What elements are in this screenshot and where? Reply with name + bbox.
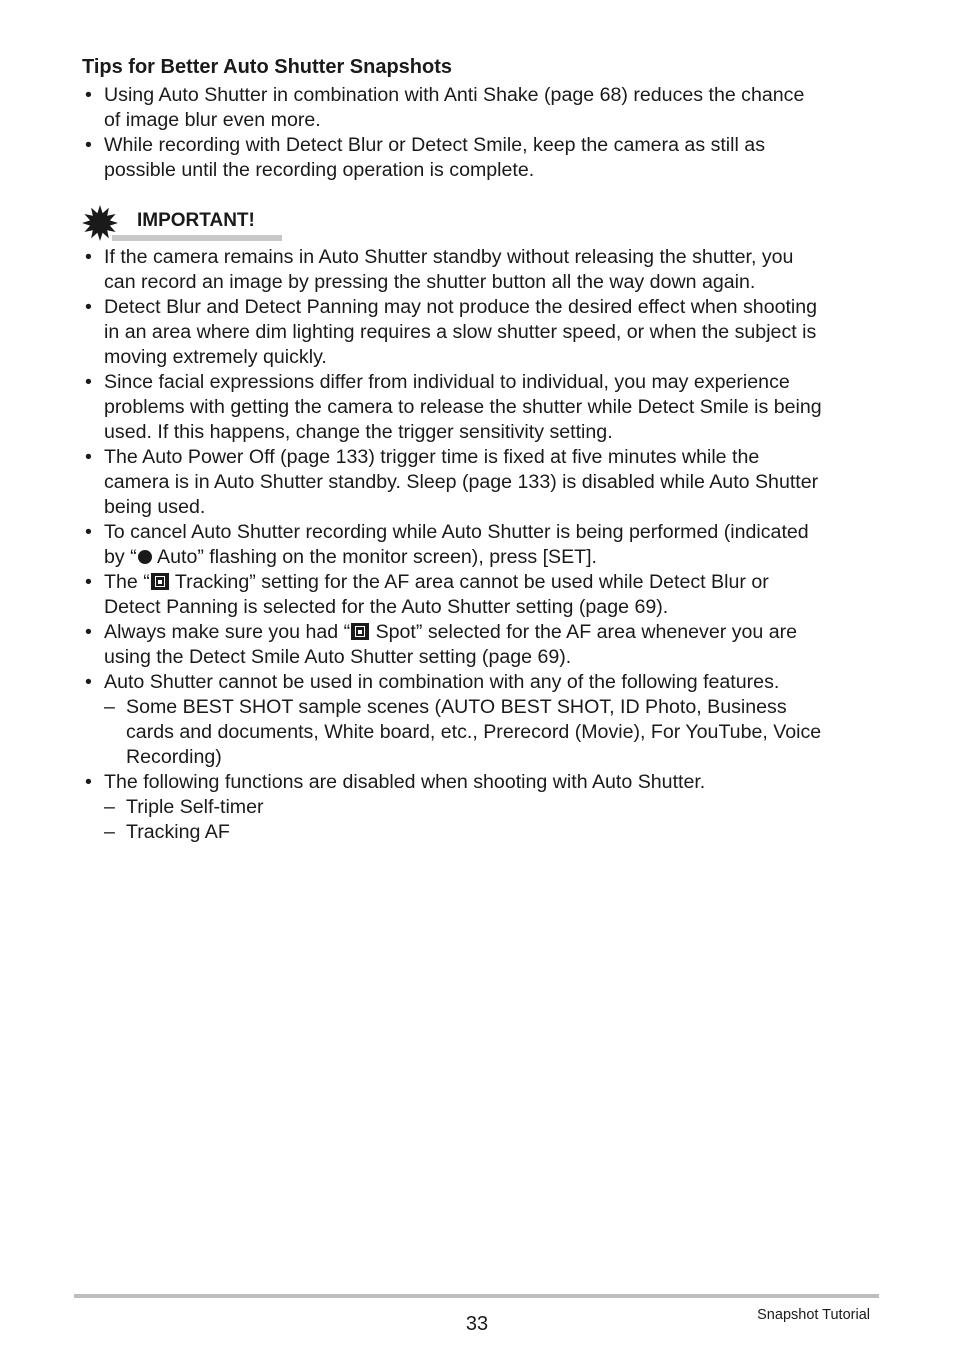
dash: – [104, 696, 115, 718]
important-item: • Auto Shutter cannot be used in combination with any of the following features. [85, 671, 780, 693]
important-list [82, 245, 882, 845]
bullet: • [85, 521, 92, 543]
important-label: IMPORTANT! [137, 210, 255, 231]
important-underline [112, 235, 282, 241]
bullet: • [85, 246, 92, 268]
tips-list [82, 83, 882, 183]
bullet: • [85, 446, 92, 468]
section-heading: Tips for Better Auto Shutter Snapshots [82, 56, 453, 78]
important-item: • The following functions are disabled when shooting with Auto Shutter. [85, 771, 706, 793]
record-dot-icon [138, 550, 152, 564]
spot-af-icon [351, 623, 369, 640]
important-item: • To cancel Auto Shutter recording while Auto Shutter is being performed (indicated by “ Auto” flashing on the monitor screen), press [SET]. [85, 521, 809, 568]
tip-item: • While recording with Detect Blur or Detect Smile, keep the camera as still as possible until the recording operation is complete. [85, 134, 766, 181]
sub-item: – Some BEST SHOT sample scenes (AUTO BEST SHOT, ID Photo, Business cards and documents, White board, etc., Prerecord (Movie), For YouTube, Voice Recording) [104, 696, 822, 768]
bullet: • [85, 621, 92, 643]
bullet: • [85, 134, 92, 156]
important-item: • The “ Tracking” setting for the AF area cannot be used while Detect Blur or Detect Panning is selected for the Auto Shutter setting (page 69). [85, 571, 769, 618]
important-item: • If the camera remains in Auto Shutter standby without releasing the shutter, you can record an image by pressing the shutter button all the way down again. [85, 246, 794, 293]
sub-item: – Triple Self-timer [104, 796, 264, 818]
page-number: 33 [465, 1313, 489, 1335]
important-item: • Detect Blur and Detect Panning may not produce the desired effect when shooting in an area where dim lighting requires a slow shutter speed, or when the subject is moving extremely quickly. [85, 296, 818, 368]
footer-rule [74, 1294, 879, 1298]
bullet: • [85, 771, 92, 793]
bullet: • [85, 84, 92, 106]
important-item: • Since facial expressions differ from individual to individual, you may experience problems with getting the camera to release the shutter while Detect Smile is being used. If this happens, change the trigger sensitivity setting. [85, 371, 822, 443]
tip-item: • Using Auto Shutter in combination with Anti Shake (page 68) reduces the chance of image blur even more. [85, 84, 805, 131]
important-item: • The Auto Power Off (page 133) trigger time is fixed at five minutes while the camera is in Auto Shutter standby. Sleep (page 133) is disabled while Auto Shutter being used. [85, 446, 819, 518]
bullet: • [85, 371, 92, 393]
sub-item: – Tracking AF [104, 821, 230, 843]
bullet: • [85, 671, 92, 693]
dash: – [104, 796, 115, 818]
dash: – [104, 821, 115, 843]
starburst-icon [82, 205, 118, 241]
section-name: Snapshot Tutorial [757, 1307, 870, 1323]
bullet: • [85, 571, 92, 593]
important-header [82, 205, 292, 241]
important-item: • Always make sure you had “ Spot” selected for the AF area whenever you are using the Detect Smile Auto Shutter setting (page 69). [85, 621, 798, 668]
tracking-af-icon [151, 573, 169, 590]
bullet: • [85, 296, 92, 318]
